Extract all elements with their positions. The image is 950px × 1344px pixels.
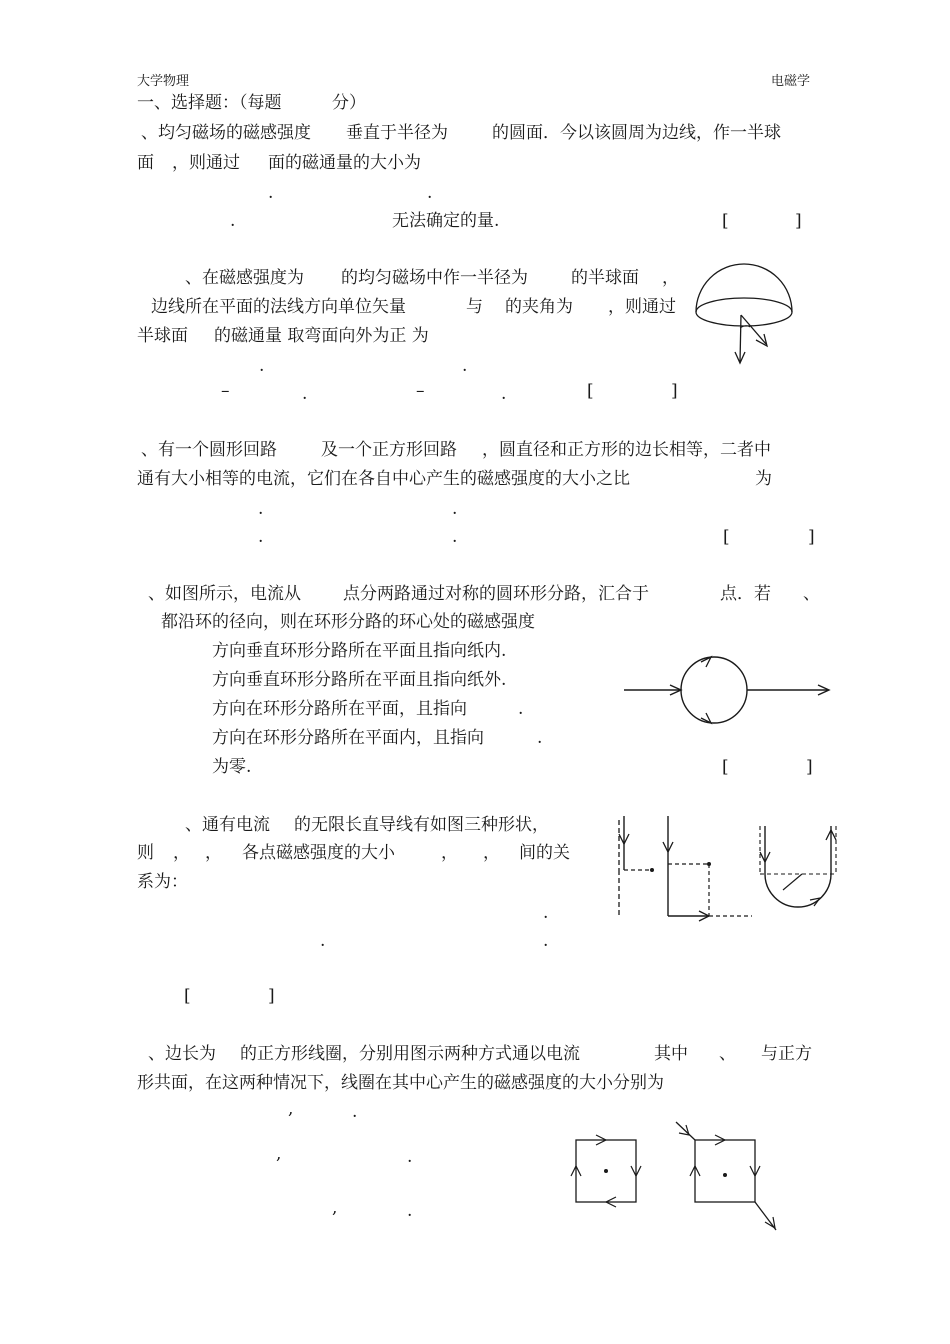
q6-option-c: . bbox=[407, 1201, 413, 1221]
q2-option-b: . bbox=[462, 356, 468, 376]
q3-line2b: 为 bbox=[755, 469, 772, 489]
q5-answer-bracket-right[interactable]: ] bbox=[268, 986, 275, 1006]
q6-option-b: . bbox=[407, 1147, 413, 1167]
q6-line1d: 、 bbox=[719, 1044, 736, 1064]
q5-line2g: 间的关 bbox=[519, 843, 570, 863]
q1-option-a: . bbox=[268, 183, 274, 203]
q6-line2: 形共面，在这两种情况下，线圈在其中心产生的磁感强度的大小分别为 bbox=[137, 1073, 664, 1093]
q6-line1c: 其中 bbox=[654, 1044, 688, 1064]
q1-option-d: 无法确定的量. bbox=[392, 211, 500, 231]
q4-line1a: 、如图所示，电流从 bbox=[148, 584, 301, 604]
q6-line1a: 、边长为 bbox=[148, 1044, 216, 1064]
q1-answer-bracket-left[interactable]: [ bbox=[722, 211, 729, 231]
q2-line2b: 与 bbox=[466, 297, 483, 317]
q4-option-c: 方向在环形分路所在平面，且指向 bbox=[212, 699, 467, 719]
q5-line2d: 各点磁感强度的大小 bbox=[242, 843, 395, 863]
q1-line2b: ，则通过 bbox=[172, 153, 240, 173]
q6-line1e: 与正方 bbox=[761, 1044, 812, 1064]
q1-option-b: . bbox=[427, 183, 433, 203]
q4-option-d-end: . bbox=[537, 728, 543, 748]
q1-line2c: 面的磁通量的大小为 bbox=[268, 153, 421, 173]
q4-option-c-end: . bbox=[518, 699, 524, 719]
q4-line1c: 点．若 bbox=[720, 584, 771, 604]
q1-answer-bracket-right[interactable]: ] bbox=[795, 211, 802, 231]
q6-option-a-sep: , bbox=[288, 1099, 294, 1119]
q2-line1c: 的半球面 bbox=[571, 268, 639, 288]
header-course: 大学物理 bbox=[137, 74, 190, 89]
q1-option-c: . bbox=[230, 211, 236, 231]
q3-answer-bracket-right[interactable]: ] bbox=[808, 527, 815, 547]
q5-line2f: ， bbox=[483, 843, 500, 863]
q4-line1d: 、 bbox=[803, 584, 820, 604]
q6-option-c-sep: , bbox=[332, 1198, 338, 1218]
q3-line2a: 通有大小相等的电流，它们在各自中心产生的磁感强度的大小之比 bbox=[137, 469, 630, 489]
q4-answer-bracket-left[interactable]: [ bbox=[722, 757, 729, 777]
q2-line2c: 的夹角为 bbox=[505, 297, 573, 317]
section-score: 分） bbox=[332, 93, 366, 113]
q2-option-c: . bbox=[302, 384, 308, 404]
q3-answer-bracket-left[interactable]: [ bbox=[723, 527, 730, 547]
q2-line1a: 、在磁感强度为 bbox=[185, 268, 304, 288]
q4-line2: 都沿环的径向，则在环形分路的环心处的磁感强度 bbox=[161, 612, 535, 632]
q3-option-d: . bbox=[452, 527, 458, 547]
q5-line2a: 则 bbox=[137, 843, 154, 863]
q3-line1a: 、有一个圆形回路 bbox=[141, 440, 277, 460]
q5-line3: 系为： bbox=[137, 872, 188, 892]
q1-line1b: 垂直于半径为 bbox=[346, 123, 448, 143]
q5-option-a: . bbox=[543, 903, 549, 923]
ring-circuit-figure bbox=[620, 650, 835, 735]
q5-line2e: ， bbox=[441, 843, 458, 863]
q1-line2a: 面 bbox=[137, 153, 154, 173]
header-topic: 电磁学 bbox=[771, 74, 811, 89]
q5-line2b: ， bbox=[173, 843, 190, 863]
q2-line2d: ，则通过 bbox=[608, 297, 676, 317]
q4-option-b: 方向垂直环形分路所在平面且指向纸外. bbox=[212, 670, 507, 690]
q2-option-a: . bbox=[259, 356, 265, 376]
q5-line2c: ， bbox=[205, 843, 222, 863]
q5-line1a: 、通有电流 bbox=[185, 815, 270, 835]
q3-option-c: . bbox=[258, 527, 264, 547]
square-coils-figure bbox=[568, 1118, 788, 1238]
q4-option-a: 方向垂直环形分路所在平面且指向纸内. bbox=[212, 641, 507, 661]
q2-option-d: . bbox=[501, 384, 507, 404]
q5-option-c: . bbox=[543, 931, 549, 951]
q6-option-a: . bbox=[352, 1102, 358, 1122]
q6-option-b-sep: , bbox=[276, 1144, 282, 1164]
hemisphere-figure bbox=[690, 260, 800, 375]
q2-answer-bracket-right[interactable]: ] bbox=[671, 381, 678, 401]
q2-option-c-sign: – bbox=[221, 381, 230, 401]
q3-option-a: . bbox=[258, 499, 264, 519]
q2-line3b: 的磁通量 取弯面向外为正 为 bbox=[214, 326, 429, 346]
q4-option-d: 方向在环形分路所在平面内，且指向 bbox=[212, 728, 484, 748]
q5-option-b: . bbox=[320, 931, 326, 951]
q2-line1d: ， bbox=[662, 268, 679, 288]
q6-line1b: 的正方形线圈，分别用图示两种方式通以电流 bbox=[240, 1044, 580, 1064]
q4-option-e: 为零. bbox=[212, 757, 252, 777]
wire-shapes-figure bbox=[612, 812, 837, 922]
q2-option-d-sign: – bbox=[416, 381, 425, 401]
q1-line1a: 、均匀磁场的磁感强度 bbox=[141, 123, 311, 143]
q1-line1c: 的圆面．今以该圆周为边线，作一半球 bbox=[492, 123, 781, 143]
q3-line1b: 及一个正方形回路 bbox=[321, 440, 457, 460]
q2-line2a: 边线所在平面的法线方向单位矢量 bbox=[151, 297, 406, 317]
q2-line1b: 的均匀磁场中作一半径为 bbox=[341, 268, 528, 288]
q3-option-b: . bbox=[452, 499, 458, 519]
q2-line3a: 半球面 bbox=[137, 326, 188, 346]
q4-answer-bracket-right[interactable]: ] bbox=[806, 757, 813, 777]
q3-line1c: ，圆直径和正方形的边长相等，二者中 bbox=[482, 440, 771, 460]
q5-line1b: 的无限长直导线有如图三种形状， bbox=[294, 815, 549, 835]
section-title: 一、选择题：（每题 bbox=[137, 93, 282, 113]
q2-answer-bracket-left[interactable]: [ bbox=[587, 381, 594, 401]
q5-answer-bracket-left[interactable]: [ bbox=[184, 986, 191, 1006]
q4-line1b: 点分两路通过对称的圆环形分路，汇合于 bbox=[343, 584, 649, 604]
